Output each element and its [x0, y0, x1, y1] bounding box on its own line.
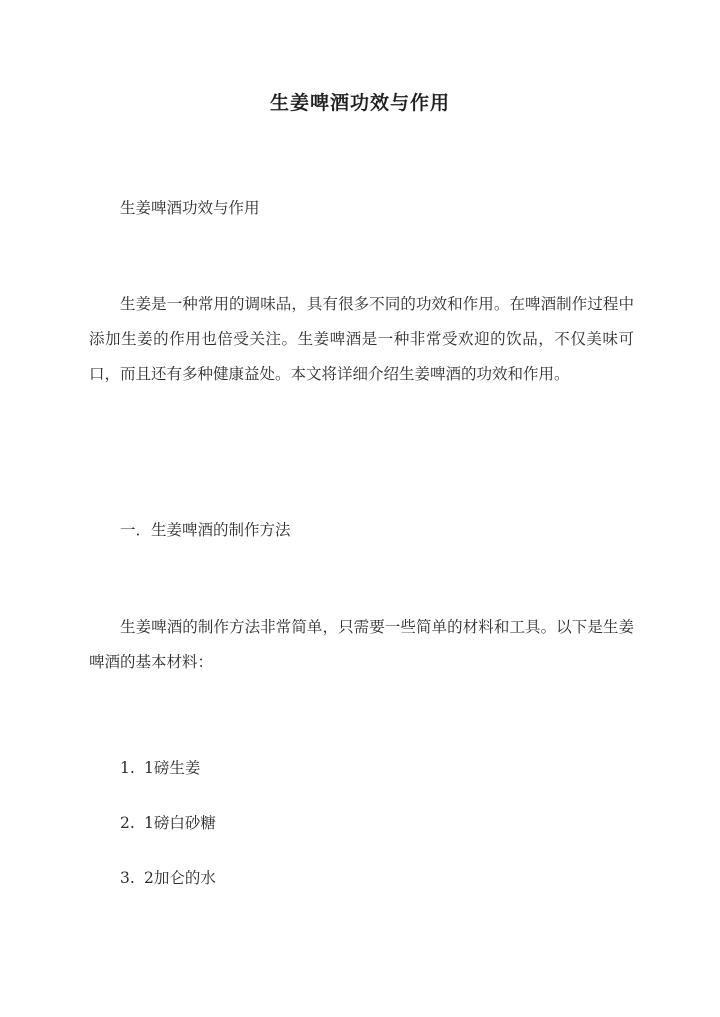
list-item: [120, 756, 200, 778]
intro-paragraph: 生姜是一种常用的调味品，具有很多不同的功效和作用。在啤酒制作过程中添加生姜的作用也倍受关注。生姜啤酒是一种非常受欢迎的饮品，不仅美味可口，而且还有多种健康益处。本文将详细介绍生姜啤酒的功效和作用。: [89, 295, 634, 383]
document-title: 生姜啤酒功效与作用: [269, 92, 450, 114]
document-subtitle: 生姜啤酒功效与作用: [120, 199, 260, 217]
list-item: [120, 866, 216, 888]
list-item-text: 2加仑的水: [144, 869, 216, 887]
section-heading: 一．生姜啤酒的制作方法: [120, 521, 291, 539]
list-item-number: 2.: [120, 814, 135, 832]
section-paragraph: 生姜啤酒的制作方法非常简单，只需要一些简单的材料和工具。以下是生姜啤酒的基本材料：: [89, 618, 634, 671]
list-item: [120, 811, 216, 833]
list-item-number: 3.: [120, 869, 135, 887]
list-item-text: 1磅白砂糖: [144, 814, 216, 832]
list-item-text: 1磅生姜: [144, 759, 201, 777]
list-item-number: 1.: [120, 759, 135, 777]
